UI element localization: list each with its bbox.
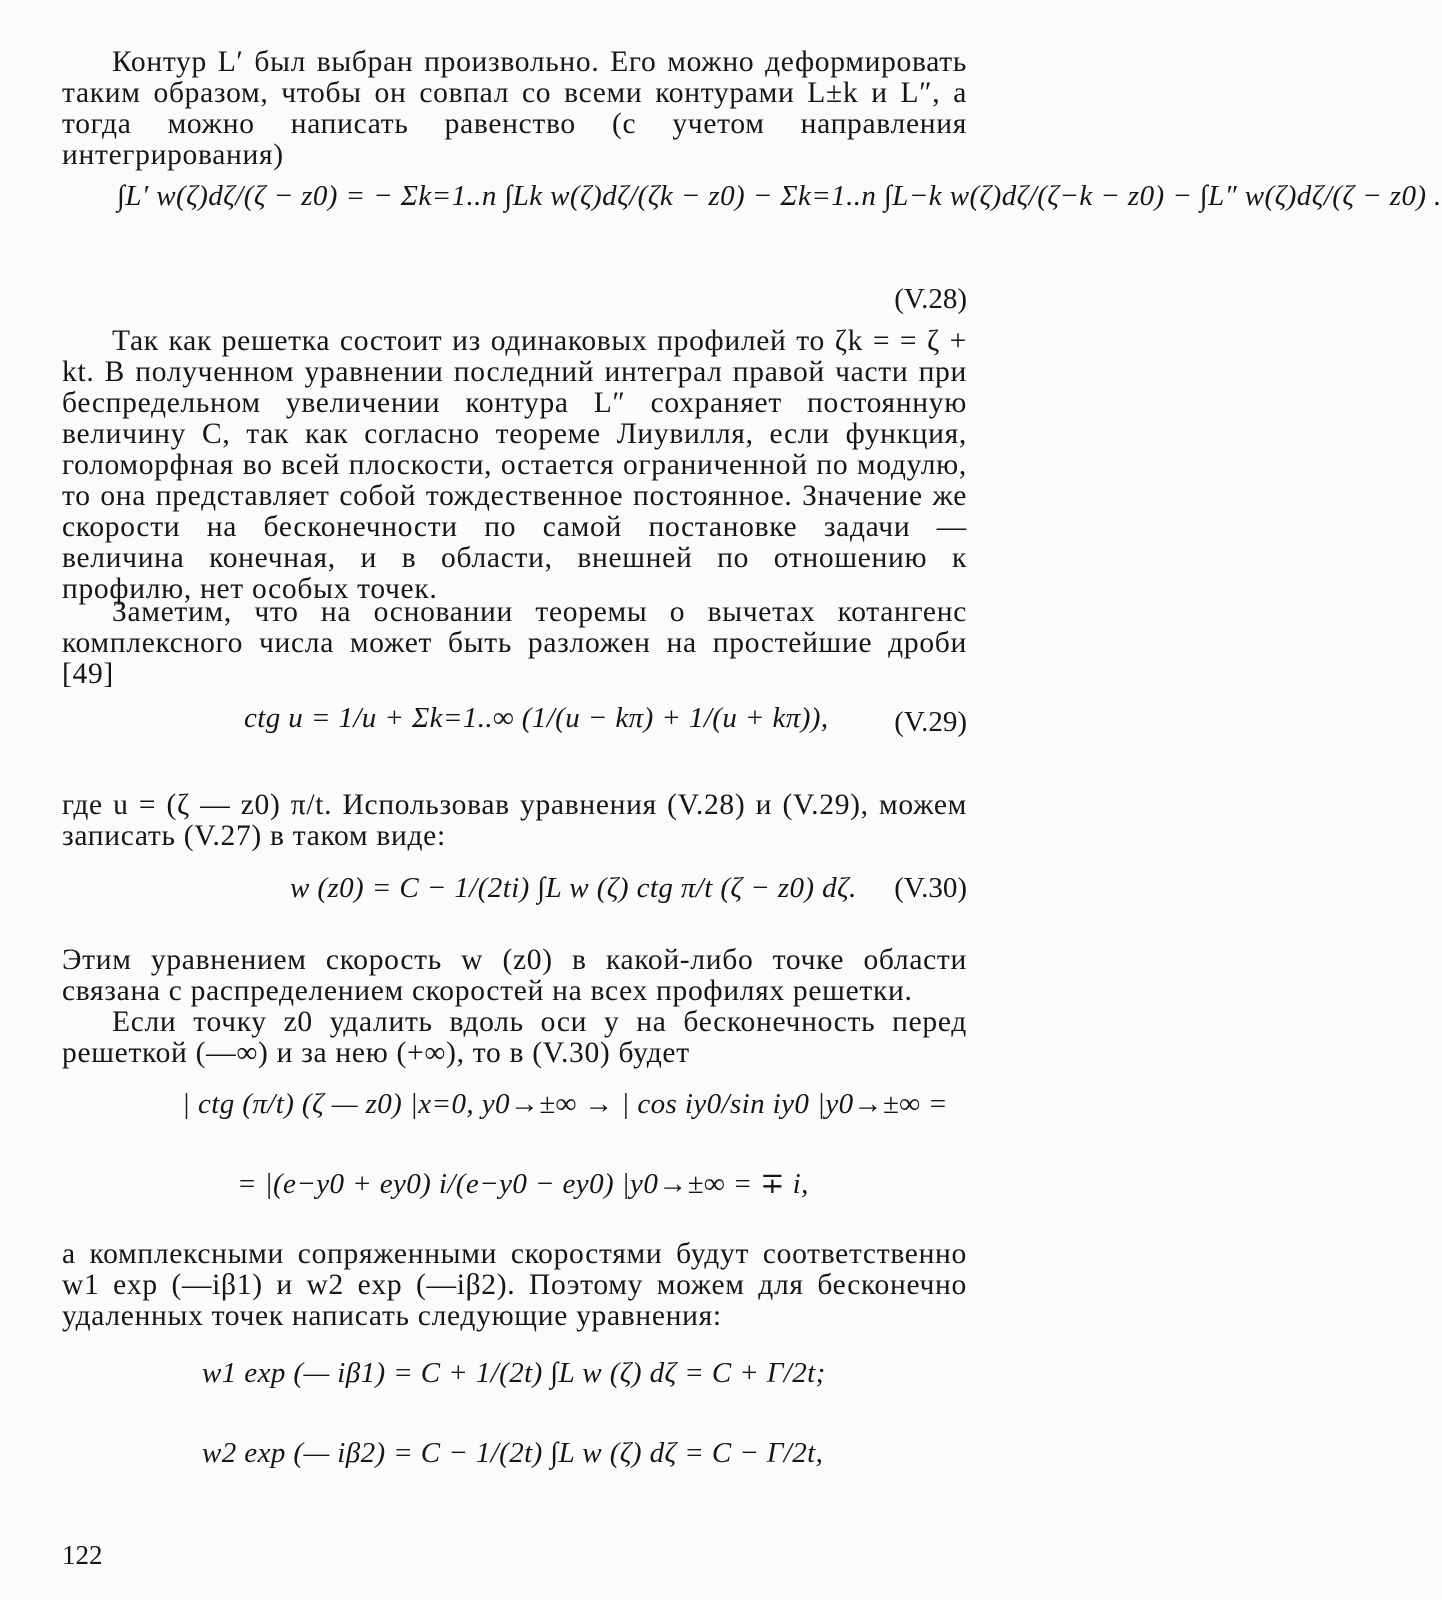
paragraph-substitution: где u = (ζ — z0) π/t. Использовав уравнения (V.28) и (V.29), можем записать (V.27) в таком виде:	[62, 789, 967, 852]
equation-number-v30: (V.30)	[894, 872, 967, 904]
equation-limit-cotangent: | ctg (π/t) (ζ — z0) |x=0, y0→±∞ → | cos iy0/sin iy0 |y0→±∞ =	[182, 1088, 948, 1120]
paragraph-velocity-distribution: Этим уравнением скорость w (z0) в какой-либо точке области связана с распределением скоростей на всех профилях решетки.	[62, 944, 967, 1007]
book-page	[62, 0, 1442, 1600]
page-number: 122	[62, 1540, 103, 1570]
paragraph-contour-deformation: Контур L′ был выбран произвольно. Его можно деформировать таким образом, чтобы он совпал со всеми контурами L±k и L″, а тогда можно написать равенство (с учетом направления интегрирования)	[62, 46, 967, 171]
equation-cotangent-expansion: ctg u = 1/u + Σk=1..∞ (1/(u − kπ) + 1/(u + kπ)),	[244, 702, 829, 734]
paragraph-liouville-theorem: Так как решетка состоит из одинаковых профилей то ζk = = ζ + kt. В полученном уравнении последний интеграл правой части при беспредельном увеличении контура L″ сохраняет постоянную величину C, так как согласно теореме Лиувилля, если функция, голоморфная во всей плоскости, остается ограниченной по модулю, то она представляет собой тождественное постоянное. Значение же скорости на бесконечности по самой постановке задачи — величина конечная, и в области, внешней по отношению к профилю, нет особых точек.	[62, 325, 967, 605]
equation-limit-exponentials: = |(e−y0 + ey0) i/(e−y0 − ey0) |y0→±∞ = ∓ i,	[237, 1168, 809, 1200]
equation-number-v28: (V.28)	[894, 283, 967, 315]
equation-number-v29: (V.29)	[894, 706, 967, 738]
paragraph-residue-theorem: Заметим, что на основании теоремы о вычетах котангенс комплексного числа может быть разложен на простейшие дроби [49]	[62, 596, 967, 690]
equation-contour-integrals: ∫L′ w(ζ)dζ/(ζ − z0) = − Σk=1..n ∫Lk w(ζ)dζ/(ζk − z0) − Σk=1..n ∫L−k w(ζ)dζ/(ζ−k − z0) − ∫L″ w(ζ)dζ/(ζ − z0) .	[117, 180, 1442, 212]
equation-velocity-integral: w (z0) = C − 1/(2ti) ∫L w (ζ) ctg π/t (ζ − z0) dζ.	[290, 872, 857, 904]
equation-w1: w1 exp (— iβ1) = C + 1/(2t) ∫L w (ζ) dζ = C + Γ/2t;	[202, 1357, 826, 1389]
paragraph-point-at-infinity: Если точку z0 удалить вдоль оси y на бесконечность перед решеткой (—∞) и за нею (+∞), то в (V.30) будет	[62, 1006, 967, 1069]
equation-w2: w2 exp (— iβ2) = C − 1/(2t) ∫L w (ζ) dζ = C − Γ/2t,	[202, 1437, 824, 1469]
paragraph-conjugate-velocities: а комплексными сопряженными скоростями будут соответственно w1 exp (—iβ1) и w2 exp (—iβ2). Поэтому можем для бесконечно удаленных точек написать следующие уравнения:	[62, 1238, 967, 1332]
